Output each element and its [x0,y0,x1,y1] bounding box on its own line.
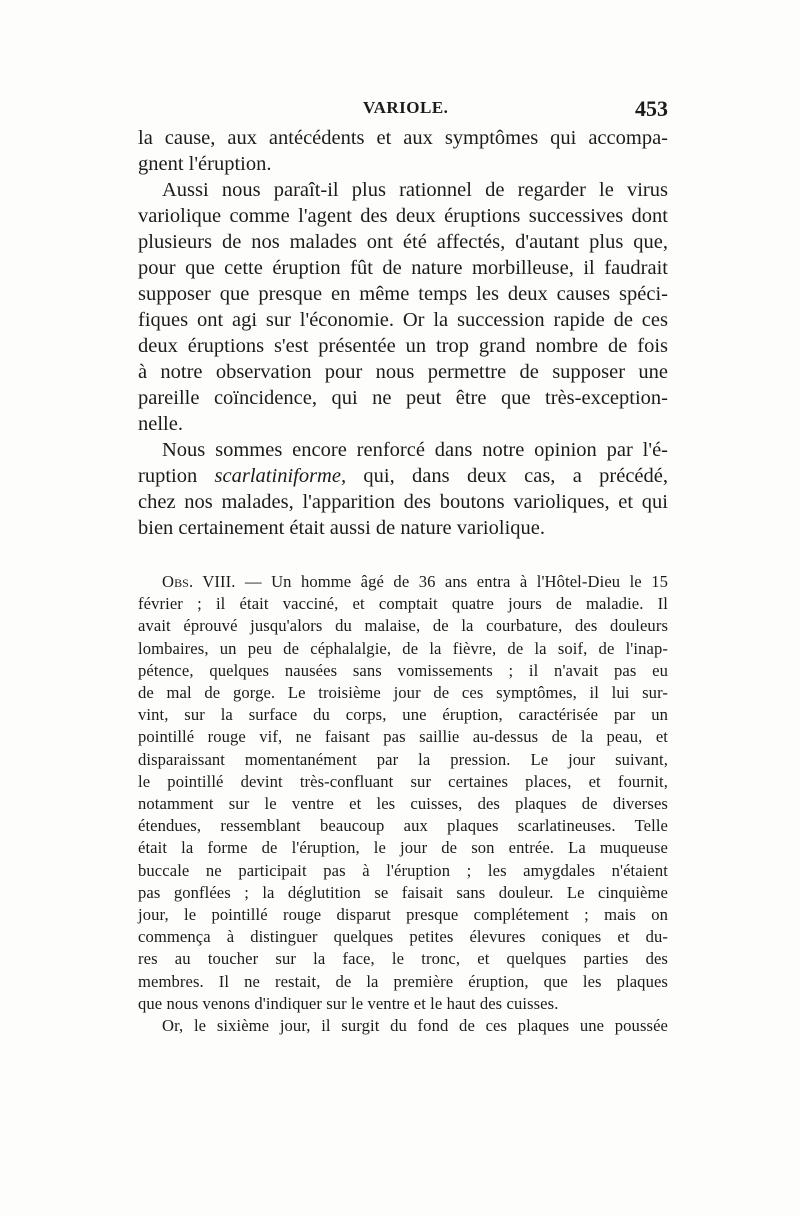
text-line: variolique comme l'agent des deux éruptions successives dont [138,205,668,227]
text-line [138,571,668,593]
text-line: que nous venons d'indiquer sur le ventre et le haut des cuisses. [138,993,559,1013]
text-line: pour que cette éruption fût de nature morbilleuse, il faudrait [138,257,668,279]
text-line: à notre observation pour nous permettre de supposer une [138,361,668,383]
paragraph [138,437,668,541]
observation-label: Obs. VIII. [162,572,236,591]
text-line: pas gonflées ; la déglutition se faisait sans douleur. Le cinquième [138,882,668,902]
text-line: jour, le pointillé rouge disparut presque complétement ; mais on [138,905,668,925]
body-text [138,125,668,541]
text-line: étendues, ressemblant beaucoup aux plaques scarlatineuses. Telle [138,816,668,836]
text-line [138,463,668,489]
text-line: gnent l'éruption. [138,153,272,175]
paragraph [138,125,668,177]
text-line: le pointillé devint très-confluant sur certaines places, et fournit, [138,771,668,791]
text-line: avait éprouvé jusqu'alors du malaise, de la courbature, des douleurs [138,616,668,636]
text-line: de mal de gorge. Le troisième jour de ces symptômes, il lui sur- [138,683,668,703]
text-line: était la forme de l'éruption, le jour de son entrée. La muqueuse [138,838,668,858]
text-line: buccale ne participait pas à l'éruption ; les amygdales n'étaient [138,860,668,880]
text-fragment: qui, dans deux cas, a précédé, [346,465,669,487]
page-header [138,96,668,126]
running-head: VARIOLE. [363,98,449,117]
italic-term: scarlatiniforme, [214,465,347,487]
text-line: Aussi nous paraît-il plus rationnel de regarder le virus [162,179,668,201]
text-fragment: — Un homme âgé de 36 ans entra à l'Hôtel-Dieu le 15 [235,572,668,591]
text-line: fiques ont agi sur l'économie. Or la succession rapide de ces [138,309,668,331]
text-line: res au toucher sur la face, le tronc, et quelques parties des [138,949,668,969]
text-line: pointillé rouge vif, ne faisant pas saillie au-dessus de la peau, et [138,727,668,747]
text-line: vint, sur la surface du corps, une éruption, caractérisée par un [138,705,668,725]
text-line: pareille coïncidence, qui ne peut être que très-exception- [138,387,668,409]
paragraph [138,177,668,437]
text-line: lombaires, un peu de céphalalgie, de la fièvre, de la soif, de l'inap- [138,638,668,658]
text-line: notamment sur le ventre et les cuisses, des plaques de diverses [138,794,668,814]
text-line: deux éruptions s'est présentée un trop grand nombre de fois [138,335,668,357]
text-line: bien certainement était aussi de nature variolique. [138,517,545,539]
observation-block [138,571,668,1037]
page-number: 453 [635,96,668,121]
text-line: Or, le sixième jour, il surgit du fond de ces plaques une poussée [162,1016,668,1036]
text-line: la cause, aux antécédents et aux symptômes qui accompa- [138,127,668,149]
text-line: Nous sommes encore renforcé dans notre opinion par l'é- [162,439,668,461]
text-line: nelle. [138,413,183,435]
text-line: membres. Il ne restait, de la première éruption, que les plaques [138,971,668,991]
text-line: février ; il était vacciné, et comptait quatre jours de maladie. Il [138,594,668,614]
text-line: commença à distinguer quelques petites élevures coniques et du- [138,927,668,947]
text-fragment: ruption [138,465,215,487]
text-line: plusieurs de nos malades ont été affectés, d'autant plus que, [138,231,668,253]
text-line: chez nos malades, l'apparition des boutons varioliques, et qui [138,491,668,513]
text-line: disparaissant momentanément par la pression. Le jour suivant, [138,749,668,769]
text-line: pétence, quelques nausées sans vomissements ; il n'avait pas eu [138,660,668,680]
text-line: supposer que presque en même temps les deux causes spéci- [138,283,668,305]
